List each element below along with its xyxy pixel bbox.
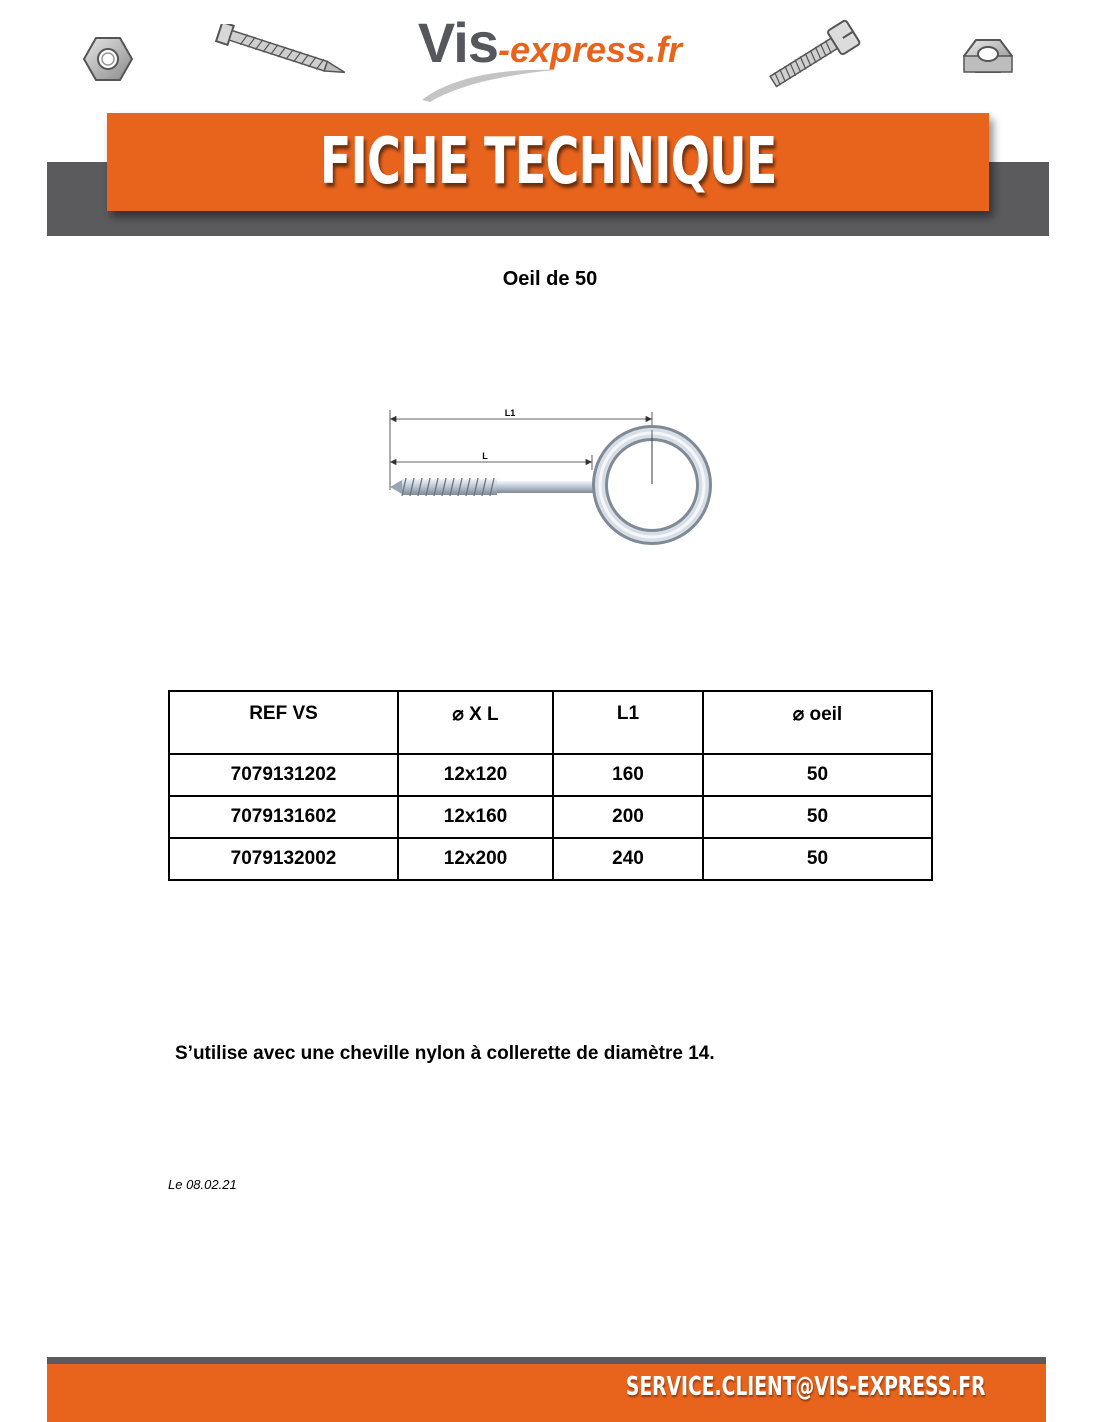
cell-ref: 7079131602 bbox=[169, 796, 398, 838]
table-row bbox=[169, 754, 932, 796]
logo-main-text: Vis bbox=[417, 11, 498, 74]
document-date: Le 08.02.21 bbox=[168, 1177, 237, 1192]
eye-screw-drawing bbox=[380, 400, 720, 550]
col-header-eye-diameter: ⌀ oeil bbox=[703, 691, 932, 754]
cell-diameter-length: 12x160 bbox=[398, 796, 553, 838]
banner-title: FICHE TECHNIQUE bbox=[319, 125, 777, 199]
footer-email-link[interactable]: SERVICE.CLIENT@VIS-EXPRESS.FR bbox=[625, 1372, 985, 1402]
dimension-label-l: L bbox=[482, 451, 488, 461]
cell-l1: 200 bbox=[553, 796, 703, 838]
col-header-ref: REF VS bbox=[169, 691, 398, 754]
table-header-row bbox=[169, 691, 932, 754]
table-row bbox=[169, 838, 932, 880]
cell-eye-diameter: 50 bbox=[703, 796, 932, 838]
hex-nut-icon bbox=[962, 36, 1014, 82]
cell-eye-diameter: 50 bbox=[703, 754, 932, 796]
col-header-l1: L1 bbox=[553, 691, 703, 754]
spec-table bbox=[168, 690, 933, 881]
cell-l1: 160 bbox=[553, 754, 703, 796]
cell-ref: 7079131202 bbox=[169, 754, 398, 796]
logo-suffix-text: -express.fr bbox=[497, 29, 683, 70]
title-banner bbox=[107, 113, 989, 211]
cell-ref: 7079132002 bbox=[169, 838, 398, 880]
logo-swoosh-icon bbox=[420, 64, 560, 104]
table-row bbox=[169, 796, 932, 838]
product-title: Oeil de 50 bbox=[502, 268, 598, 290]
col-header-diameter-length: ⌀ X L bbox=[398, 691, 553, 754]
cell-l1: 240 bbox=[553, 838, 703, 880]
usage-note: S’utilise avec une cheville nylon à collerette de diamètre 14. bbox=[175, 1043, 715, 1064]
cell-diameter-length: 12x120 bbox=[398, 754, 553, 796]
dimension-label-l1: L1 bbox=[504, 408, 516, 418]
cell-diameter-length: 12x200 bbox=[398, 838, 553, 880]
cell-eye-diameter: 50 bbox=[703, 838, 932, 880]
machine-screw-icon bbox=[762, 20, 866, 92]
